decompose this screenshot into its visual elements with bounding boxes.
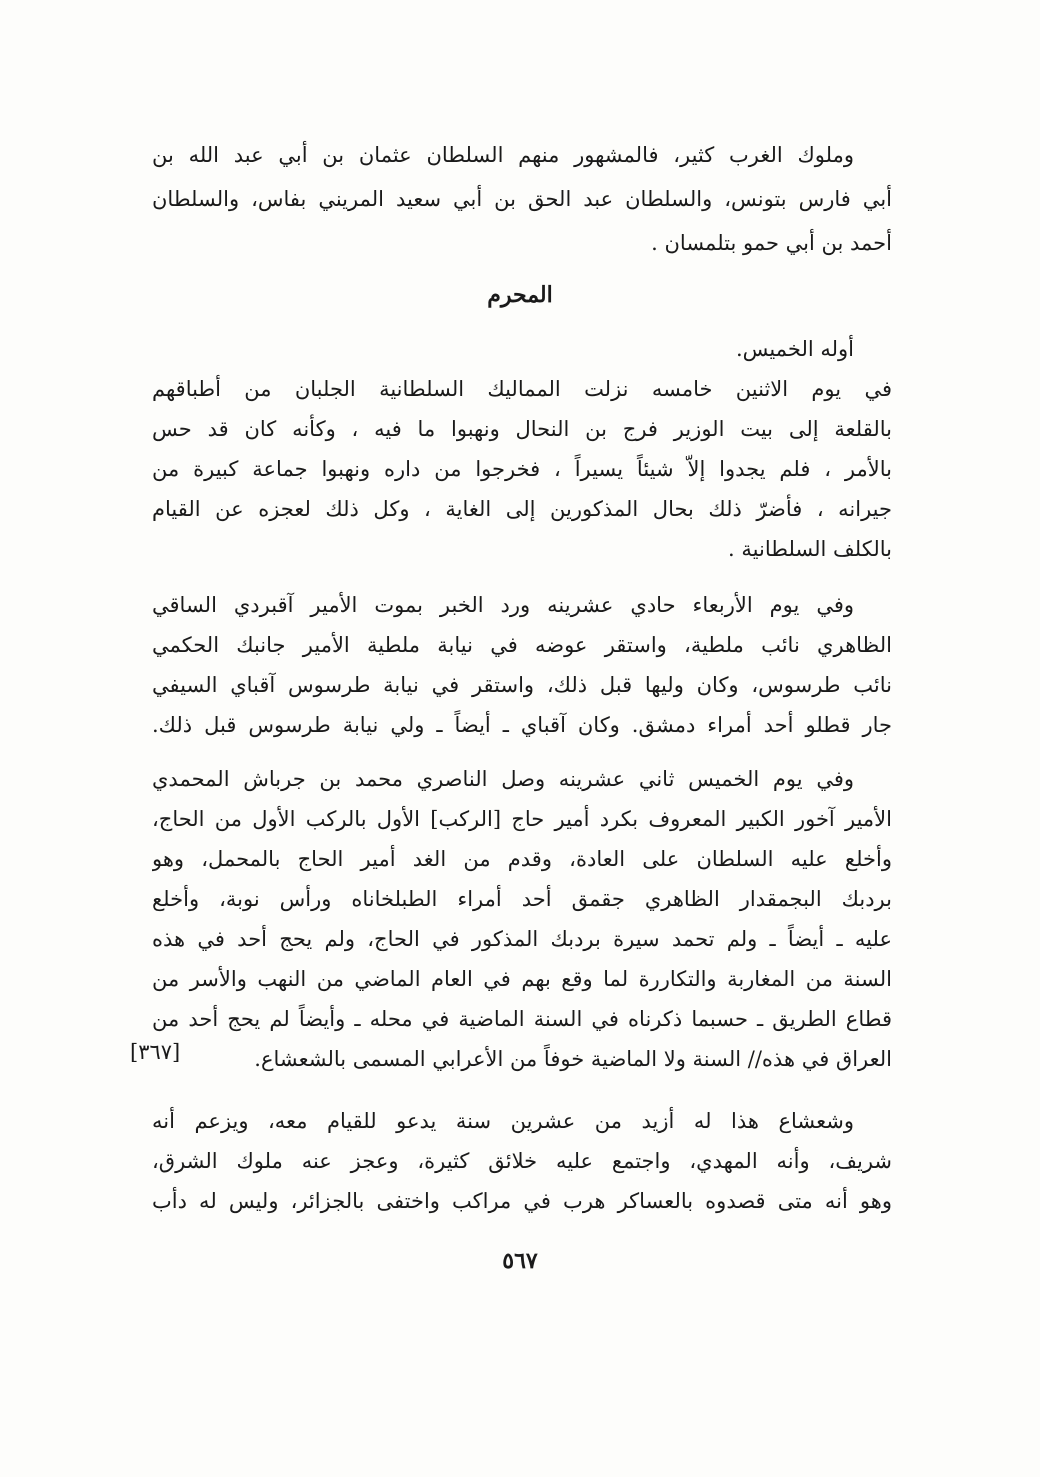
text-line: عليه ـ أيضاً ـ ولم تحمد سيرة بردبك المذكور في الحاج، ولم يحج أحد في هذه bbox=[152, 927, 892, 951]
text-line: بالكلف السلطانية . bbox=[728, 537, 892, 561]
text-line: بالقلعة إلى بيت الوزير فرج بن النحال ونهبوا ما فيه ، وكأنه كان قد حس bbox=[152, 417, 892, 441]
text-line: وفي يوم الأربعاء حادي عشرينه ورد الخبر بموت الأمير آقبردي الساقي bbox=[152, 593, 854, 617]
text-line: وشعشاع هذا له أزيد من عشرين سنة يدعو للقيام معه، ويزعم أنه bbox=[152, 1109, 854, 1133]
text-line: وهو أنه متى قصدوه بالعساكر هرب في مراكب واختفى بالجزائر، وليس له دأب bbox=[152, 1189, 892, 1213]
text-line: الأمير آخور الكبير المعروف بكرد أمير حاج [الركب] الأول بالركب الأول من الحاج، bbox=[152, 807, 892, 831]
margin-page-marker: [٣٦٧] bbox=[130, 1040, 181, 1064]
text-line: قطاع الطريق ـ حسبما ذكرناه في السنة الماضية في محله ـ وأيضاً لم يحج أحد من bbox=[152, 1007, 892, 1031]
text-line: وفي يوم الخميس ثاني عشرينه وصل الناصري محمد بن جرباش المحمدي bbox=[152, 767, 854, 791]
text-line: وأخلع عليه السلطان على العادة، وقدم من الغد أمير الحاج بالمحمل، وهو bbox=[152, 847, 892, 871]
text-line: نائب طرسوس، وكان وليها قبل ذلك، واستقر في نيابة طرسوس آقباي السيفي bbox=[152, 673, 892, 697]
text-line: أحمد بن أبي حمو بتلمسان . bbox=[651, 231, 892, 255]
text-line: بردبك البجمقدار الظاهري جقمق أحد أمراء الطبلخاناه ورأس نوبة، وأخلع bbox=[152, 887, 892, 911]
text-line: بالأمر ، فلم يجدوا إلاّ شيئاً يسيراً ، فخرجوا من داره ونهبوا جماعة كبيرة من bbox=[152, 457, 892, 481]
text-line: العراق في هذه// السنة ولا الماضية خوفاً من الأعرابي المسمى بالشعشاع. bbox=[254, 1047, 892, 1071]
text-line: الظاهري نائب ملطية، واستقر عوضه في نيابة ملطية الأمير جانبك الحكمي bbox=[152, 633, 892, 657]
text-line: جيرانه ، فأضرّ ذلك بحال المذكورين إلى الغاية ، وكل ذلك لعجزه عن القيام bbox=[152, 497, 892, 521]
text-line: شريف، وأنه المهدي، واجتمع عليه خلائق كثيرة، وعجز عنه ملوك الشرق، bbox=[152, 1149, 892, 1173]
text-line: أوله الخميس. bbox=[735, 337, 854, 361]
text-line: جار قطلو أحد أمراء دمشق. وكان آقباي ـ أيضاً ـ ولي نيابة طرسوس قبل ذلك. bbox=[152, 713, 892, 737]
text-line: وملوك الغرب كثير، فالمشهور منهم السلطان عثمان بن أبي عبد الله بن bbox=[152, 143, 854, 167]
section-heading: المحرم bbox=[487, 282, 553, 308]
text-line: السنة من المغاربة والتكاررة لما وقع بهم في العام الماضي من النهب والأسر من bbox=[152, 967, 892, 991]
text-line: أبي فارس بتونس، والسلطان عبد الحق بن أبي سعيد المريني بفاس، والسلطان bbox=[152, 187, 892, 211]
text-line: في يوم الاثنين خامسه نزلت المماليك السلطانية الجلبان من أطباقهم bbox=[152, 377, 892, 401]
page-number: ٥٦٧ bbox=[502, 1248, 538, 1274]
